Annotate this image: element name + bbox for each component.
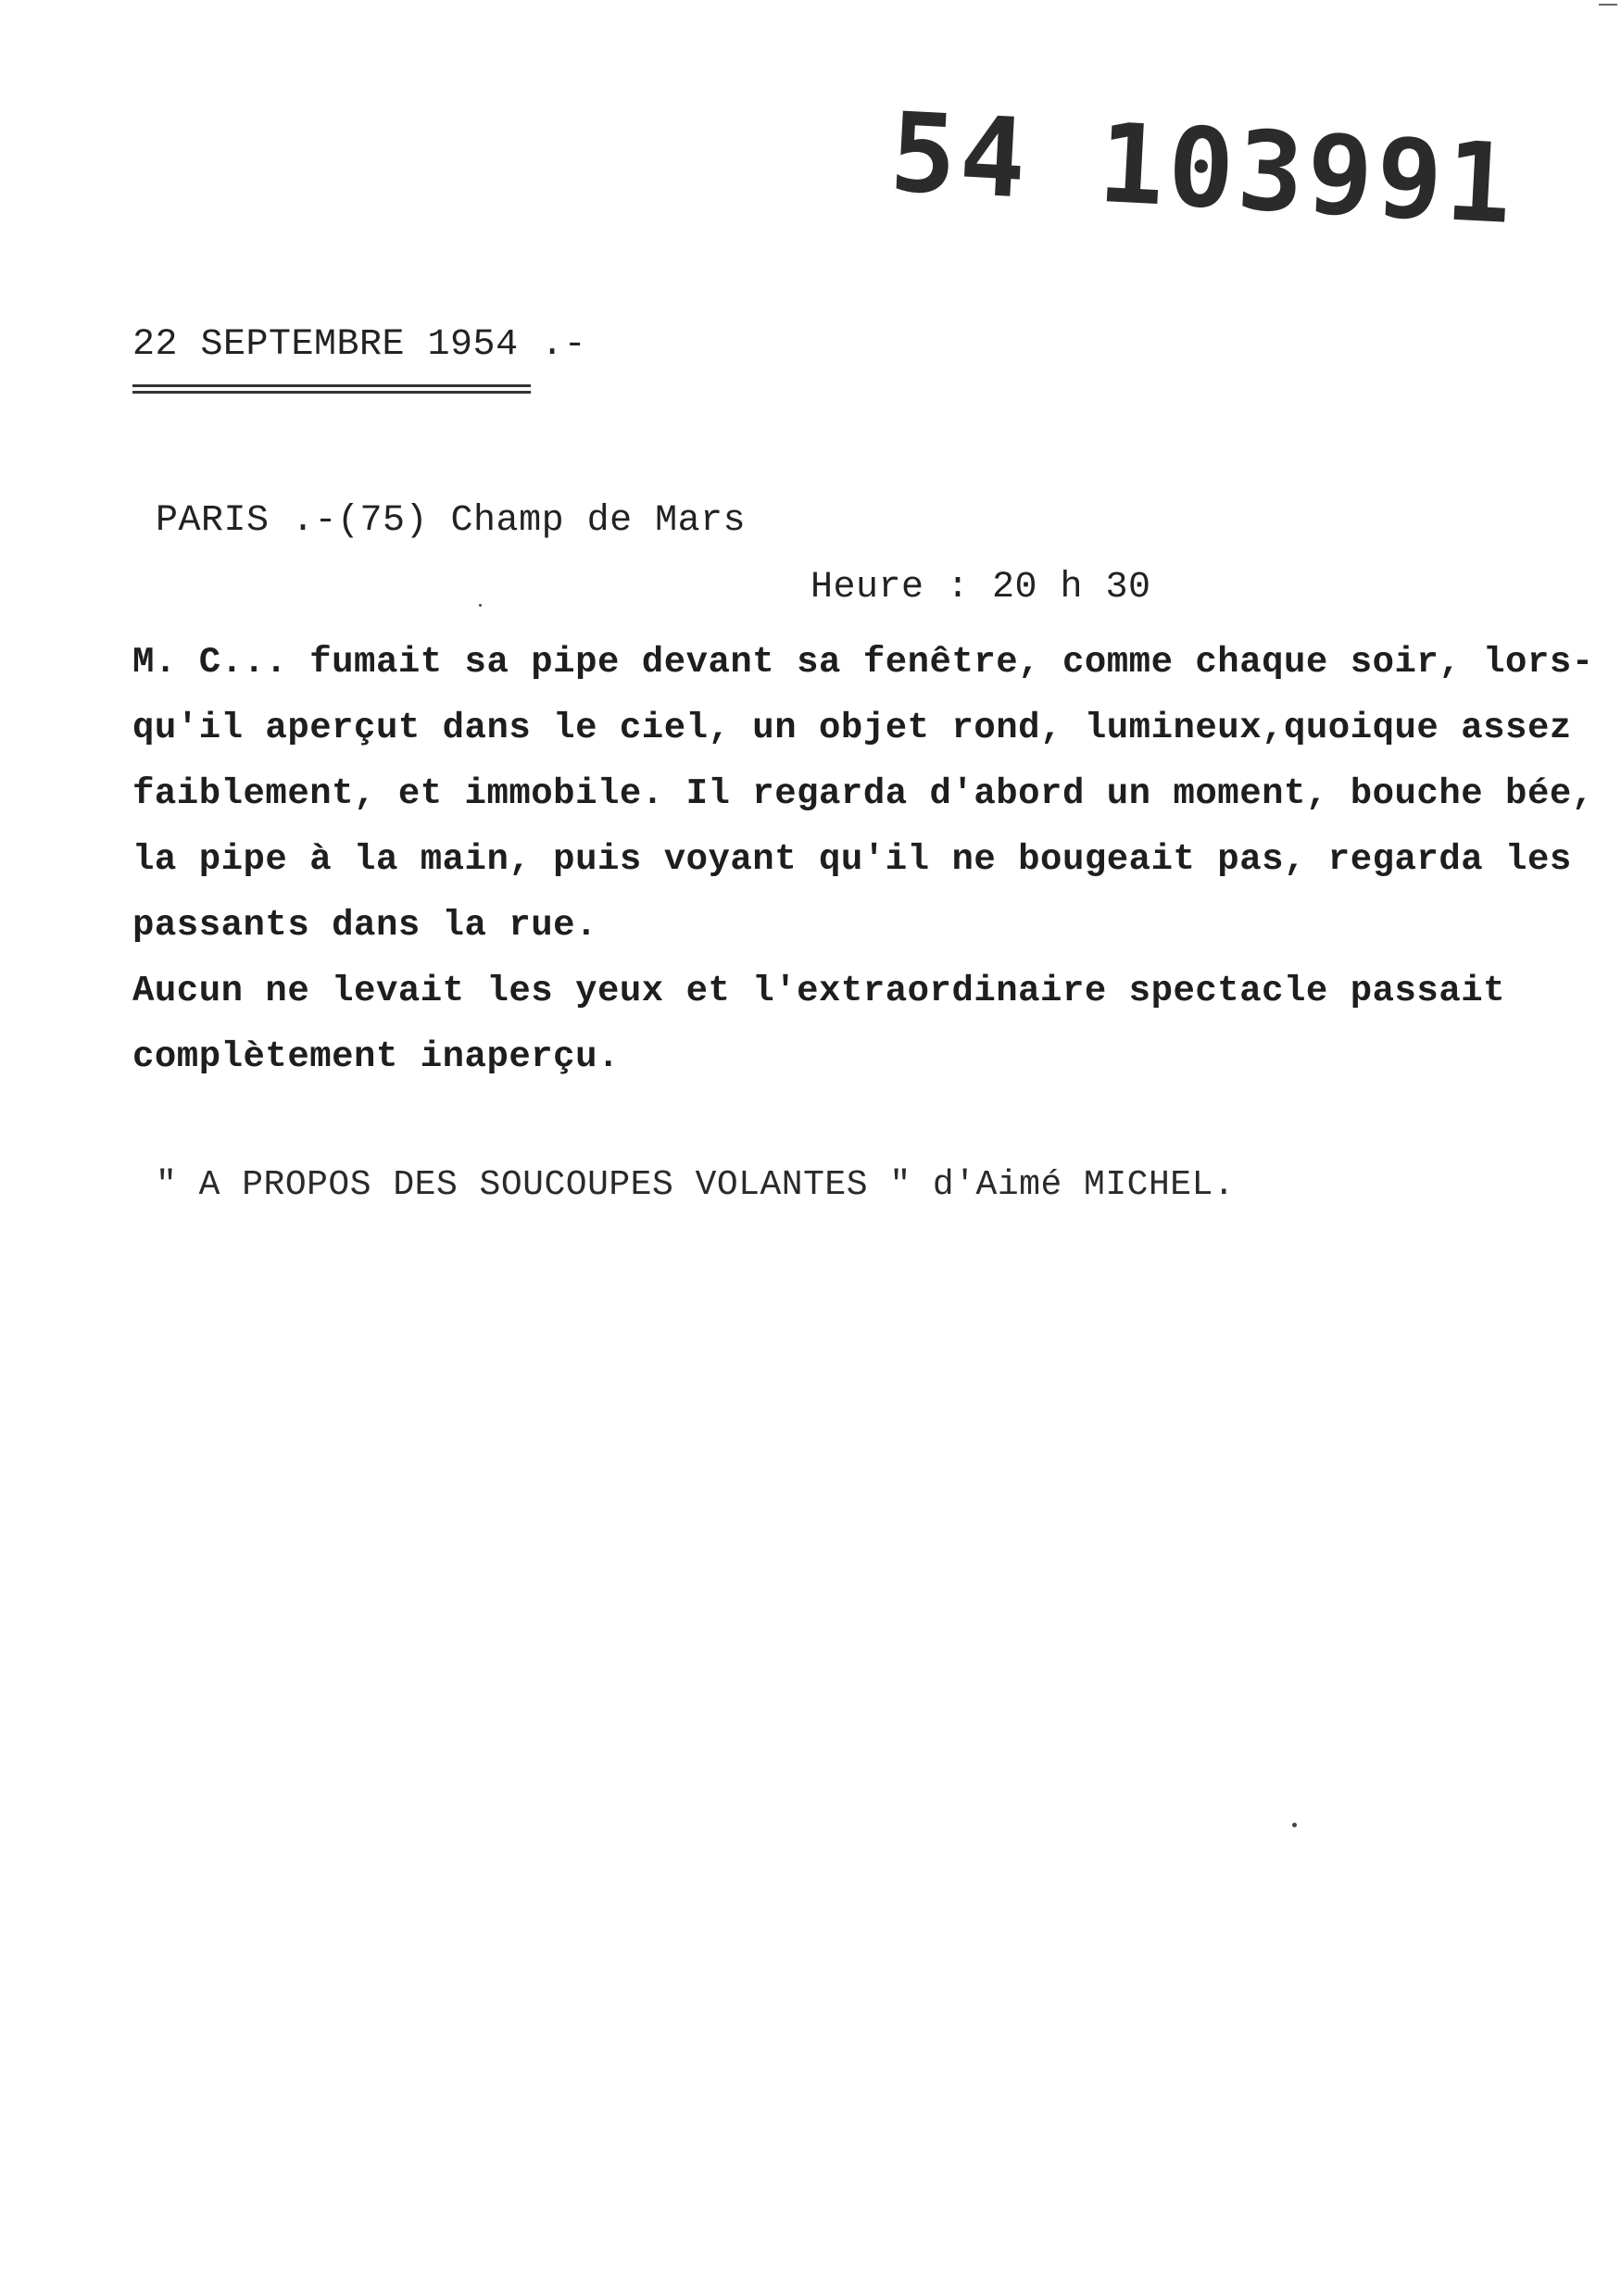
body-line: qu'il aperçut dans le ciel, un objet rond, lumineux,quoique assez	[132, 708, 1572, 748]
body-line: passants dans la rue.	[132, 905, 597, 946]
body-line: M. C... fumait sa pipe devant sa fenêtre, comme chaque soir, lors-	[132, 642, 1594, 683]
body-line: complètement inaperçu.	[132, 1036, 620, 1077]
report-body	[132, 630, 1596, 1090]
corner-mark	[1599, 4, 1617, 6]
body-line: Aucun ne levait les yeux et l'extraordinaire spectacle passait	[132, 971, 1506, 1011]
reference-number-stamp: 54 103991	[886, 88, 1519, 249]
paper-speck	[1292, 1823, 1297, 1827]
source-citation: " A PROPOS DES SOUCOUPES VOLANTES " d'Aimé MICHEL.	[156, 1165, 1236, 1205]
paper-speck	[479, 604, 482, 607]
report-date: 22 SEPTEMBRE 1954 .-	[132, 324, 587, 366]
date-double-underline	[132, 384, 531, 397]
report-time: Heure : 20 h 30	[810, 567, 1151, 609]
body-line: la pipe à la main, puis voyant qu'il ne bougeait pas, regarda les	[132, 839, 1572, 880]
body-line: faiblement, et immobile. Il regarda d'abord un moment, bouche bée,	[132, 773, 1594, 814]
report-location: PARIS .-(75) Champ de Mars	[156, 500, 747, 542]
